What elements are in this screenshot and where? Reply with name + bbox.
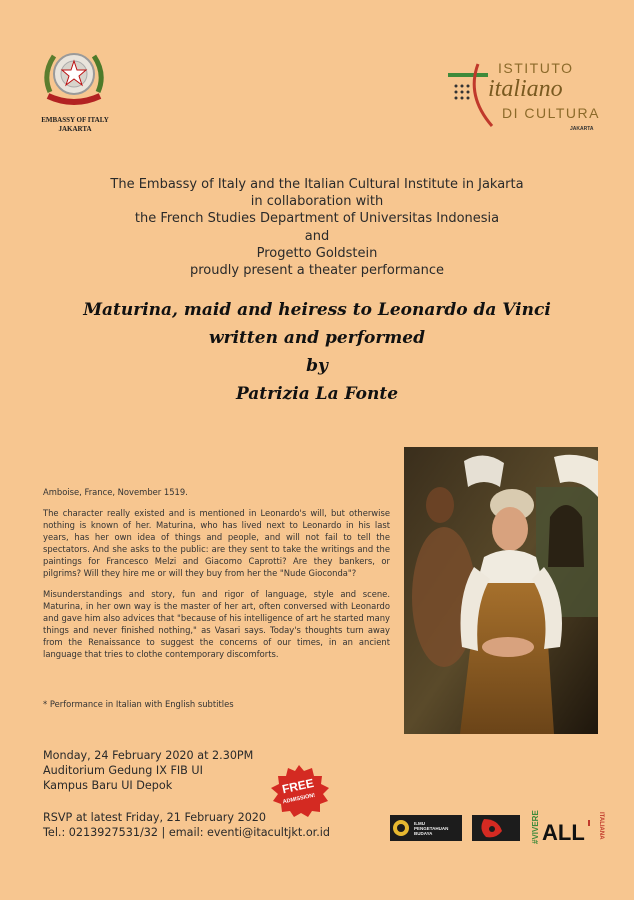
performance-titles: [40, 296, 594, 408]
performer-name: Patrizia La Fonte: [235, 384, 399, 404]
by-label: by: [306, 356, 328, 376]
place-date: Amboise, France, November 1519.: [43, 487, 188, 497]
fib-line3: BUDAYA: [414, 831, 433, 836]
intro-line4: and: [304, 228, 330, 244]
performance-title: Maturina, maid and heiress to Leonardo da Vinci: [83, 300, 551, 320]
intro-text: [60, 176, 574, 279]
iic-logo-line3: DI CULTURA: [502, 105, 600, 121]
fib-line2: PENGETAHUAN: [414, 826, 449, 831]
rsvp-deadline: RSVP at latest Friday, 21 February 2020: [43, 811, 267, 824]
iic-logo: [448, 56, 608, 136]
intro-line6: proudly present a theater performance: [190, 263, 444, 279]
intro-line3: the French Studies Department of Universitas Indonesia: [134, 211, 500, 227]
subtitle-note: * Performance in Italian with English subtitles: [43, 699, 234, 709]
event-info: [43, 748, 303, 793]
italian-emblem-icon: [40, 46, 108, 110]
italiana-text: ITALIANA: [598, 812, 604, 840]
all-text: ALL: [542, 820, 585, 845]
event-venue: Auditorium Gedung IX FIB UI: [43, 764, 203, 777]
embassy-name-line1: EMBASSY OF ITALY: [41, 116, 109, 124]
event-campus: Kampus Baru UI Depok: [43, 779, 173, 792]
description-paragraph-2: Misunderstandings and story, fun and rigor of language, style and scene. Maturina, in her own way is the master of her art, often conversed with Leonardo and gave him also advices that "because of his intelligence of art he started many things and never finished nothing," as Vasari says. Today's thoughts turn away from the Renaissance to suggest the concerns of our times, in an ancient language that tries to clothe contemporary discomforts.: [43, 589, 390, 659]
badge-admission-text: ADMISSION!: [282, 792, 316, 806]
embassy-name-line2: JAKARTA: [58, 125, 92, 133]
written-performed-label: written and performed: [209, 328, 425, 348]
vivere-all-italiana-logo: [528, 808, 608, 848]
intro-line1: The Embassy of Italy and the Italian Cultural Institute in Jakarta: [110, 177, 524, 192]
fib-line1: ILMU: [414, 821, 425, 826]
embassy-name: [20, 116, 130, 134]
description: [43, 486, 390, 669]
iic-logo-line2: italiano: [488, 76, 563, 102]
vivere-text: #VIVERE: [531, 810, 540, 844]
iic-logo-line4: JAKARTA: [570, 126, 594, 132]
contact-info: Tel.: 0213927531/32 | email: eventi@itacultjkt.or.id: [43, 826, 331, 839]
badge-free-text: FREE: [280, 775, 316, 797]
description-paragraph-1: The character really existed and is mentioned in Leonardo's will, but otherwise nothing is known of her. Maturina, who has lived next to Leonardo in his last years, has her own idea of things and people, and will not fail to tell the spectators. And she asks to the public: are they sent to take the writings and the paintings for Francesco Melzi and Giacomo Caprotti? Are they bankers, or pilgrims? Will they hire me or will they buy from her the "Nude Gioconda"?: [43, 508, 390, 578]
intro-line5: Progetto Goldstein: [256, 245, 378, 261]
performer-photo: [404, 447, 598, 734]
free-admission-badge: [268, 765, 330, 817]
intro-line2: in collaboration with: [250, 194, 384, 210]
progetto-goldstein-logo: [472, 815, 520, 841]
event-date-time: Monday, 24 February 2020 at 2.30PM: [43, 749, 254, 762]
iic-logo-line1: ISTITUTO: [498, 60, 574, 76]
fib-ui-logo: [390, 815, 462, 841]
